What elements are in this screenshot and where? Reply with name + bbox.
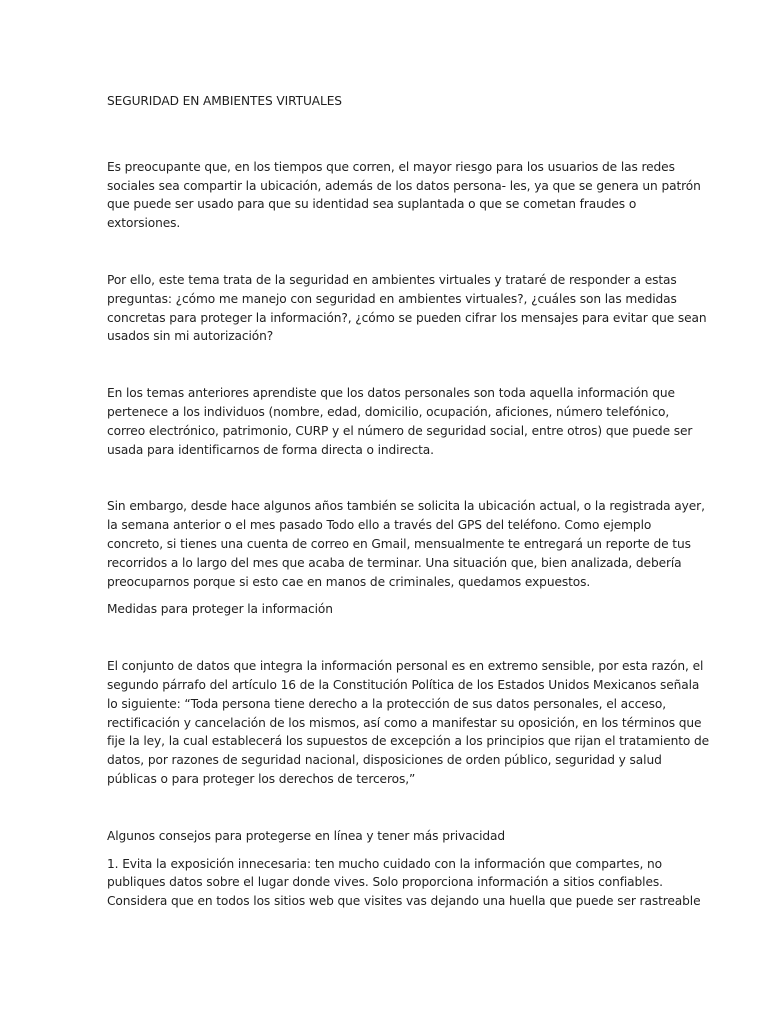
paragraph-line: datos, por razones de seguridad nacional, disposiciones de orden público, seguridad y salud [107,753,662,768]
paragraph-line: recorridos a lo largo del mes que acaba de terminar. Una situación que, bien analizada, debería [107,555,682,570]
paragraph-line: Por ello, este tema trata de la seguridad en ambientes virtuales y trataré de responder a estas [107,272,677,287]
paragraph-line: correo electrónico, patrimonio, CURP y el número de seguridad social, entre otros) que puede ser [107,423,693,438]
section-heading-measures: Medidas para proteger la información [107,602,333,617]
paragraph-line: preocuparnos porque si esto cae en manos de criminales, quedamos expuestos. [107,574,591,589]
paragraph-line: pertenece a los individuos (nombre, edad, domicilio, ocupación, aficiones, número telefónico, [107,404,670,419]
paragraph-line: sociales sea compartir la ubicación, además de los datos persona- les, ya que se genera un patrón [107,178,701,193]
paragraph-line: segundo párrafo del artículo 16 de la Constitución Política de los Estados Unidos Mexicanos señala [107,677,700,692]
paragraph-line: que puede ser usado para que su identidad sea suplantada o que se cometan fraudes o [107,197,637,212]
document-title: SEGURIDAD EN AMBIENTES VIRTUALES [107,94,342,108]
paragraph-line: lo siguiente: “Toda persona tiene derecho a la protección de sus datos personales, el acceso, [107,696,667,711]
paragraph-line: Es preocupante que, en los tiempos que corren, el mayor riesgo para los usuarios de las redes [107,159,675,174]
paragraph-line: rectificación y cancelación de los mismos, así como a manifestar su oposición, en los términos que [107,715,702,730]
paragraph-line: El conjunto de datos que integra la información personal es en extremo sensible, por esta razón, el [107,659,704,674]
paragraph-line: publiques datos sobre el lugar donde vives. Solo proporciona información a sitios confiables. [107,875,663,890]
paragraph-topic-questions [107,271,707,346]
paragraph-location-risk [107,158,701,233]
paragraph-line: la semana anterior o el mes pasado Todo ello a través del GPS del teléfono. Como ejemplo [107,518,652,533]
paragraph-line: concretas para proteger la información?, ¿cómo se pueden cifrar los mensajes para evitar que sean [107,310,707,325]
paragraph-line: Considera que en todos los sitios web que visites vas dejando una huella que puede ser rastreable [107,894,701,909]
paragraph-line: usados sin mi autorización? [107,329,274,344]
paragraph-constitution [107,657,710,789]
paragraph-tip-1 [107,855,701,911]
paragraph-line: Sin embargo, desde hace algunos años también se solicita la ubicación actual, o la registrada ayer, [107,499,705,514]
paragraph-line: 1. Evita la exposición innecesaria: ten mucho cuidado con la información que compartes, no [107,856,662,871]
paragraph-line: En los temas anteriores aprendiste que los datos personales son toda aquella información que [107,386,675,401]
paragraph-line: extorsiones. [107,216,181,231]
paragraph-line: públicas o para proteger los derechos de terceros,” [107,771,416,786]
paragraph-line: usada para identificarnos de forma directa o indirecta. [107,442,434,457]
paragraph-line: fije la ley, la cual establecerá los supuestos de excepción a los principios que rijan el tratamiento de [107,734,710,749]
paragraph-gps-location [107,497,705,591]
section-heading-tips: Algunos consejos para protegerse en línea y tener más privacidad [107,828,506,843]
paragraph-personal-data [107,384,693,459]
paragraph-line: concreto, si tienes una cuenta de correo en Gmail, mensualmente te entregará un reporte de tus [107,536,691,551]
paragraph-line: preguntas: ¿cómo me manejo con seguridad en ambientes virtuales?, ¿cuáles son las medidas [107,291,677,306]
